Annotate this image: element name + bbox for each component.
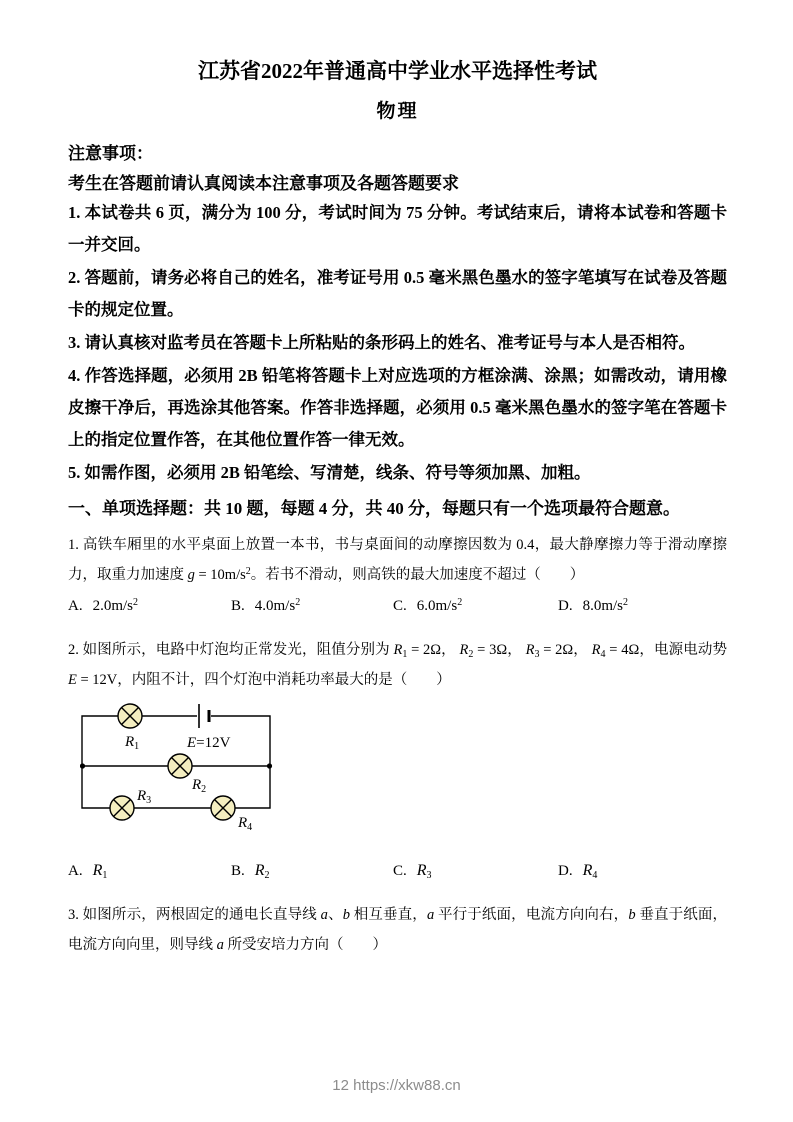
footer-watermark [0,1077,793,1094]
notice-item-2: 2. 答题前，请务必将自己的姓名，准考证号用 0.5 毫米黑色墨水的签字笔填写在试卷及答题卡的规定位置。 [68,268,727,319]
footer-text: 12 https://xkw88.cn [332,1077,461,1094]
option-d: D. $8.0m/s^2$ [558,597,629,614]
question-3-body: 3. 如图所示，两根固定的通电长直导线 a、b 相互垂直，a 平行于纸面，电流方向向右，b 垂直于纸面，电流方向向里，则导线 a 所受安培力方向（ ） [68,907,728,953]
lamp-label-r1: $R_1$ [125,734,140,752]
section-header: 一、单项选择题：共 10 题，每题 4 分，共 40 分，每题只有一个选项最符合题意。 [68,499,680,518]
circuit-diagram [80,703,294,848]
notice-item-3: 3. 请认真核对监考员在答题卡上所粘贴的条形码上的姓名、准考证号与本人是否相符。 [68,333,695,352]
option-a: A. $R_1$ [68,862,108,881]
notice-item-1: 1. 本试卷共 6 页，满分为 100 分，考试时间为 75 分钟。考试结束后，请将本试卷和答题卡一并交回。 [68,203,727,254]
lamp-icon-r3 [110,796,134,820]
option-b: B. $4.0m/s^2$ [231,597,301,614]
subject-title: 物理 [376,101,419,122]
battery-icon [199,704,209,728]
lamp-label-r4: $R_4$ [238,815,253,833]
option-a: A. $2.0m/s^2$ [68,597,139,614]
battery-label: E=12V [187,735,231,751]
notice-item-4: 4. 作答选择题，必须用 2B 铅笔将答题卡上对应选项的方框涂满、涂黑；如需改动，请用橡皮擦干净后，再选涂其他答案。作答非选择题，必须用 0.5 毫米黑色墨水的签字笔在答题卡上的指定位置作答，在其他位置作答一律无效。 [68,366,727,449]
lamp-label-r3: $R_3$ [137,788,152,806]
notice-heading: 注意事项： [68,144,153,163]
lamp-icon-r4 [211,796,235,820]
notice-intro: 考生在答题前请认真阅读本注意事项及各题答题要求 [68,174,459,193]
notice-item-5: 5. 如需作图，必须用 2B 铅笔绘、写清楚，线条、符号等须加黑、加粗。 [68,463,591,482]
option-c: C. $6.0m/s^2$ [393,597,463,614]
lamp-icon-r1 [118,704,142,728]
option-b: B. $R_2$ [231,862,270,881]
junction-dot [80,763,85,768]
question-1-options [68,593,727,619]
question-2-body: 2. 如图所示，电路中灯泡均正常发光，阻值分别为 $R_1 = 2\Omega$， $R_2 = 3\Omega$， $R_3 = 2\Omega$， $R_4 = 4\Omega$，电源电动势 E = 12V，内阻不计，四个灯泡中消耗功率最大的是（ ） [68,642,727,688]
lamp-label-r2: $R_2$ [192,777,207,795]
circuit-figure [80,703,727,848]
junction-dot [267,763,272,768]
option-c: C. $R_3$ [393,862,432,881]
lamp-icon-r2 [168,754,192,778]
question-1-body: 1. 高铁车厢里的水平桌面上放置一本书，书与桌面间的动摩擦因数为 0.4，最大静摩擦力等于滑动摩擦力，取重力加速度 $g = 10m/s^2$。若书不滑动，则高铁的最大加速度不超过（ ） [68,537,727,583]
question-2-options [68,858,727,884]
option-d: D. $R_4$ [558,862,598,881]
page-title: 江苏省2022年普通高中学业水平选择性考试 [198,59,597,83]
